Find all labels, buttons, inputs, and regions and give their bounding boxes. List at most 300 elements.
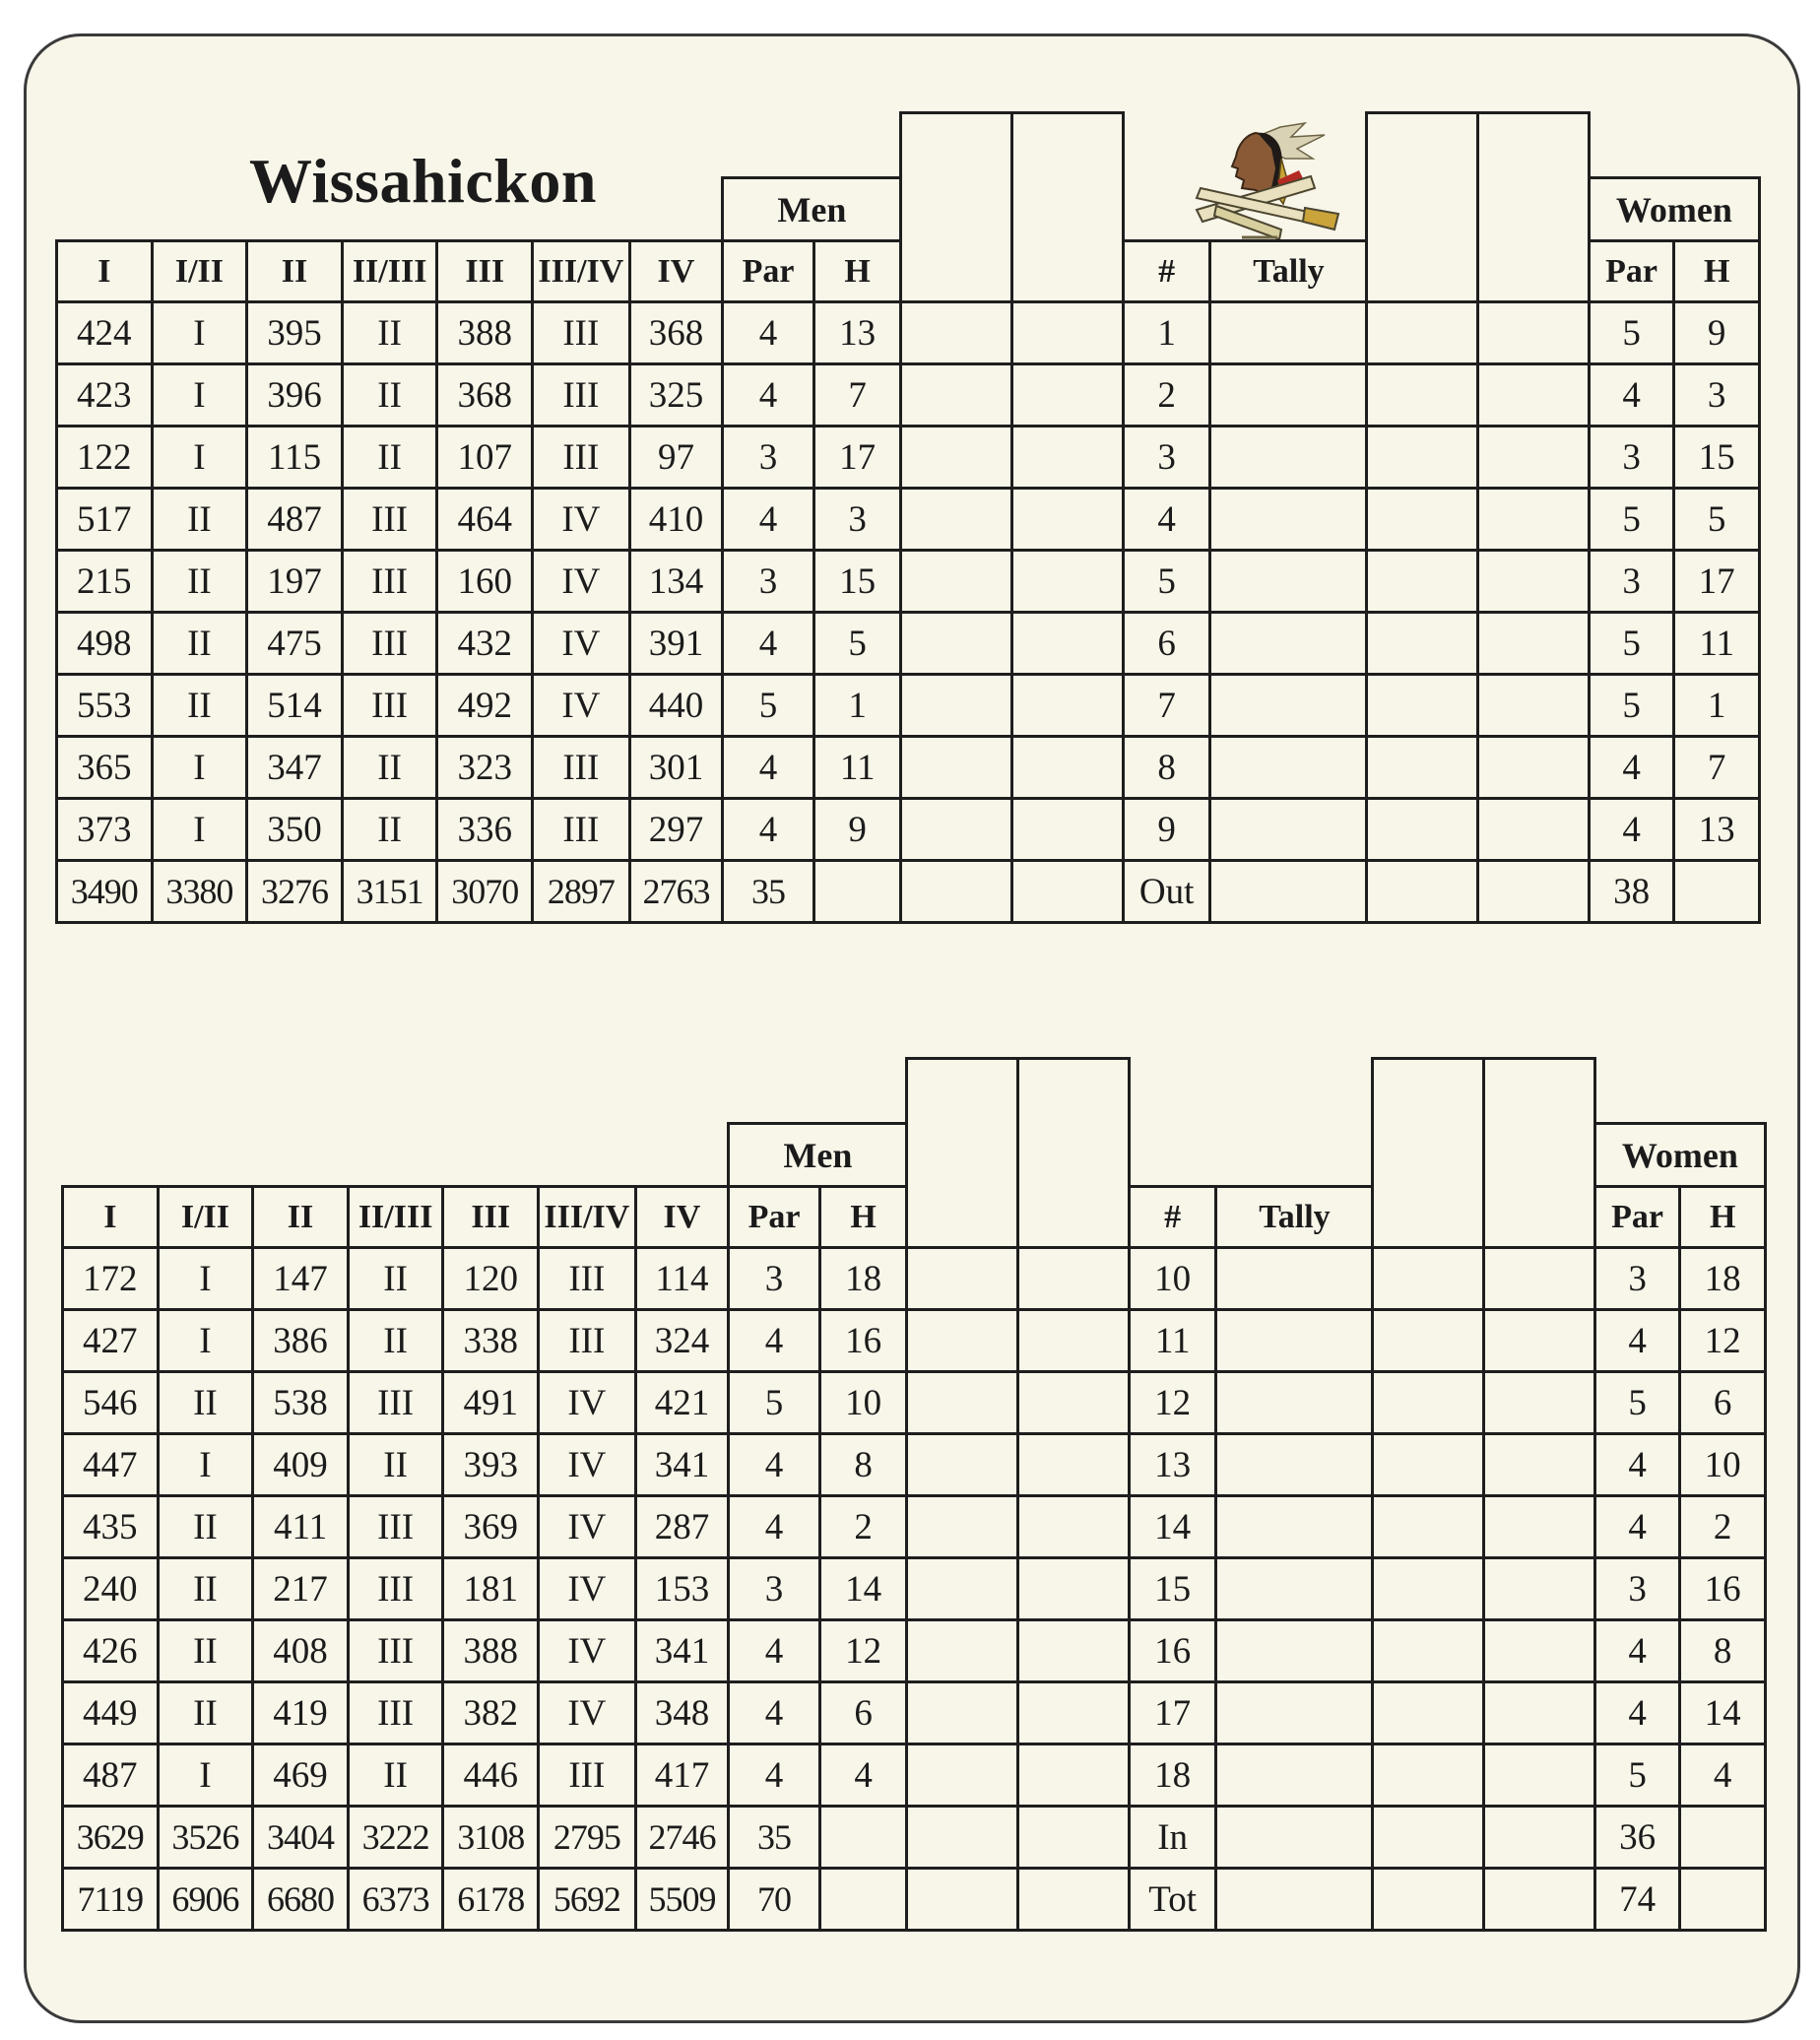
hole-number-cell: 15 — [1129, 1558, 1216, 1620]
men-score-cell[interactable] — [901, 861, 1012, 923]
men-score-cell[interactable] — [1018, 1744, 1130, 1807]
women-score-cell[interactable] — [1478, 737, 1590, 799]
yardage-cell: 487 — [247, 489, 343, 551]
yardage-cell: 3151 — [342, 861, 437, 923]
yardage-cell: 469 — [253, 1744, 349, 1807]
yardage-cell: 350 — [247, 799, 343, 861]
handicap-cell: 5 — [813, 613, 901, 675]
men-score-cell[interactable] — [1018, 1558, 1130, 1620]
women-score-cell[interactable] — [1373, 1434, 1484, 1496]
yardage-cell: III — [533, 799, 630, 861]
hole-row — [57, 737, 1760, 799]
yardage-cell: II — [348, 1744, 443, 1807]
men-score-cell[interactable] — [1012, 675, 1124, 737]
yardage-cell: III — [342, 613, 437, 675]
yardage-cell: IV — [539, 1434, 636, 1496]
yardage-cell: IV — [533, 489, 630, 551]
yardage-cell: II — [342, 364, 437, 427]
men-score-cell[interactable] — [907, 1869, 1018, 1931]
yardage-cell: II — [152, 551, 247, 613]
course-title: Wissahickon — [249, 146, 597, 216]
men-score-cell[interactable] — [1012, 489, 1124, 551]
yardage-cell: IV — [539, 1496, 636, 1558]
women-score-cell[interactable] — [1478, 675, 1590, 737]
women-par-cell: 4 — [1594, 1434, 1680, 1496]
women-handicap-cell: 3 — [1674, 364, 1760, 427]
men-score-cell[interactable] — [1012, 302, 1124, 364]
men-score-cell[interactable] — [907, 1807, 1018, 1869]
women-score-cell[interactable] — [1478, 427, 1590, 489]
col-header: II/III — [348, 1187, 443, 1248]
men-score-cell[interactable] — [1012, 551, 1124, 613]
hole-row — [57, 364, 1760, 427]
men-player-col-2[interactable] — [1012, 113, 1124, 302]
men-score-cell[interactable] — [1012, 613, 1124, 675]
men-score-cell[interactable] — [1018, 1496, 1130, 1558]
women-player-col-2[interactable] — [1484, 1059, 1595, 1248]
men-score-cell[interactable] — [901, 364, 1012, 427]
tally-cell[interactable] — [1210, 364, 1367, 427]
men-score-cell[interactable] — [907, 1434, 1018, 1496]
hole-number-cell: 18 — [1129, 1744, 1216, 1807]
women-par-header: Par — [1589, 241, 1674, 302]
women-handicap-cell — [1674, 861, 1760, 923]
yardage-cell: II — [152, 613, 247, 675]
men-score-cell[interactable] — [1012, 427, 1124, 489]
yardage-cell: III — [348, 1682, 443, 1744]
par-cell: 70 — [729, 1869, 820, 1931]
women-handicap-cell: 16 — [1680, 1558, 1766, 1620]
back-nine-table — [61, 1057, 1767, 1932]
yardage-cell: 546 — [63, 1372, 159, 1434]
men-score-cell[interactable] — [1018, 1434, 1130, 1496]
tally-cell[interactable] — [1210, 613, 1367, 675]
yardage-cell: 417 — [635, 1744, 729, 1807]
yardage-cell: III — [539, 1744, 636, 1807]
yardage-cell: 3222 — [348, 1807, 443, 1869]
par-cell: 35 — [723, 861, 814, 923]
handicap-cell: 10 — [819, 1372, 907, 1434]
hole-row — [57, 675, 1760, 737]
men-score-cell[interactable] — [907, 1310, 1018, 1372]
yardage-cell: 440 — [629, 675, 723, 737]
yardage-cell: 160 — [437, 551, 533, 613]
women-par-cell: 5 — [1594, 1744, 1680, 1807]
women-score-cell[interactable] — [1367, 799, 1478, 861]
women-score-cell[interactable] — [1484, 1682, 1595, 1744]
women-handicap-cell: 6 — [1680, 1372, 1766, 1434]
par-cell: 3 — [729, 1248, 820, 1310]
women-handicap-cell: 15 — [1674, 427, 1760, 489]
yardage-cell: II — [152, 489, 247, 551]
yardage-cell: 3108 — [443, 1807, 539, 1869]
col-header: IV — [635, 1187, 729, 1248]
women-score-cell[interactable] — [1484, 1248, 1595, 1310]
yardage-cell: 395 — [247, 302, 343, 364]
yardage-cell: III — [342, 489, 437, 551]
yardage-cell: 217 — [253, 1558, 349, 1620]
yardage-cell: 336 — [437, 799, 533, 861]
women-score-cell[interactable] — [1478, 551, 1590, 613]
handicap-cell — [819, 1869, 907, 1931]
women-par-cell: 4 — [1594, 1620, 1680, 1682]
yardage-cell: 341 — [635, 1434, 729, 1496]
women-par-cell: 3 — [1594, 1558, 1680, 1620]
men-score-cell[interactable] — [907, 1248, 1018, 1310]
yardage-cell: 172 — [63, 1248, 159, 1310]
yardage-cell: II — [158, 1620, 253, 1682]
women-score-cell[interactable] — [1484, 1620, 1595, 1682]
hole-row — [63, 1310, 1766, 1372]
women-score-cell[interactable] — [1484, 1869, 1595, 1931]
handicap-cell: 12 — [819, 1620, 907, 1682]
yardage-cell: IV — [539, 1620, 636, 1682]
yardage-cell: 301 — [629, 737, 723, 799]
tally-cell[interactable] — [1216, 1682, 1373, 1744]
col-header: Par — [723, 241, 814, 302]
men-score-cell[interactable] — [1018, 1682, 1130, 1744]
women-par-cell: 5 — [1589, 613, 1674, 675]
tally-cell[interactable] — [1210, 489, 1367, 551]
men-score-cell[interactable] — [1018, 1869, 1130, 1931]
men-score-cell[interactable] — [901, 551, 1012, 613]
tally-cell[interactable] — [1216, 1620, 1373, 1682]
col-header: H — [813, 241, 901, 302]
men-score-cell[interactable] — [907, 1558, 1018, 1620]
yardage-cell: 487 — [63, 1744, 159, 1807]
men-score-cell[interactable] — [1012, 861, 1124, 923]
yardage-cell: II — [158, 1496, 253, 1558]
hole-number-cell: 7 — [1123, 675, 1210, 737]
yardage-cell: I — [158, 1744, 253, 1807]
col-header: II — [247, 241, 343, 302]
handicap-cell: 7 — [813, 364, 901, 427]
men-score-cell[interactable] — [901, 737, 1012, 799]
tally-cell[interactable] — [1210, 799, 1367, 861]
men-score-cell[interactable] — [1018, 1310, 1130, 1372]
yardage-cell: 491 — [443, 1372, 539, 1434]
women-score-cell[interactable] — [1367, 489, 1478, 551]
women-score-cell[interactable] — [1373, 1558, 1484, 1620]
yardage-cell: 2897 — [533, 861, 630, 923]
tally-cell[interactable] — [1216, 1310, 1373, 1372]
yardage-cell: 348 — [635, 1682, 729, 1744]
men-score-cell[interactable] — [907, 1496, 1018, 1558]
yardage-cell: 386 — [253, 1310, 349, 1372]
yardage-cell: 464 — [437, 489, 533, 551]
men-score-cell[interactable] — [907, 1620, 1018, 1682]
yardage-cell: 6373 — [348, 1869, 443, 1931]
hole-header: # — [1129, 1187, 1216, 1248]
hole-row — [63, 1496, 1766, 1558]
women-handicap-cell: 10 — [1680, 1434, 1766, 1496]
yardage-cell: II — [348, 1310, 443, 1372]
women-score-cell[interactable] — [1478, 861, 1590, 923]
yardage-cell: 181 — [443, 1558, 539, 1620]
women-par-cell: 5 — [1589, 489, 1674, 551]
women-score-cell[interactable] — [1373, 1248, 1484, 1310]
tally-cell[interactable] — [1210, 551, 1367, 613]
yardage-cell: IV — [539, 1372, 636, 1434]
women-par-cell: 5 — [1589, 675, 1674, 737]
yardage-cell: 6680 — [253, 1869, 349, 1931]
hole-number-cell: 4 — [1123, 489, 1210, 551]
tally-cell[interactable] — [1216, 1372, 1373, 1434]
women-score-cell[interactable] — [1484, 1372, 1595, 1434]
hole-number-cell: Out — [1123, 861, 1210, 923]
women-score-cell[interactable] — [1373, 1744, 1484, 1807]
women-score-cell[interactable] — [1484, 1310, 1595, 1372]
yardage-cell: 368 — [629, 302, 723, 364]
hole-number-cell: Tot — [1129, 1869, 1216, 1931]
yardage-cell: I — [152, 427, 247, 489]
women-score-cell[interactable] — [1367, 613, 1478, 675]
tally-cell[interactable] — [1216, 1869, 1373, 1931]
women-score-cell[interactable] — [1367, 551, 1478, 613]
yardage-cell: 498 — [57, 613, 153, 675]
men-score-cell[interactable] — [901, 489, 1012, 551]
yardage-cell: 323 — [437, 737, 533, 799]
women-player-col-2[interactable] — [1478, 113, 1590, 302]
women-par-cell: 5 — [1594, 1372, 1680, 1434]
men-score-cell[interactable] — [901, 613, 1012, 675]
tally-header: Tally — [1216, 1187, 1373, 1248]
yardage-cell: 122 — [57, 427, 153, 489]
handicap-cell: 6 — [819, 1682, 907, 1744]
women-par-cell: 4 — [1594, 1496, 1680, 1558]
tally-cell[interactable] — [1216, 1807, 1373, 1869]
women-handicap-cell: 17 — [1674, 551, 1760, 613]
hole-number-cell: 9 — [1123, 799, 1210, 861]
men-score-cell[interactable] — [907, 1744, 1018, 1807]
hole-row — [63, 1372, 1766, 1434]
yardage-cell: 2746 — [635, 1807, 729, 1869]
col-header: III — [443, 1187, 539, 1248]
women-par-cell: 3 — [1589, 551, 1674, 613]
yardage-cell: I — [152, 737, 247, 799]
yardage-cell: 435 — [63, 1496, 159, 1558]
yardage-cell: 2795 — [539, 1807, 636, 1869]
hole-row — [63, 1248, 1766, 1310]
women-handicap-cell: 14 — [1680, 1682, 1766, 1744]
women-player-col-1[interactable] — [1367, 113, 1478, 302]
men-score-cell[interactable] — [907, 1682, 1018, 1744]
hole-row — [57, 551, 1760, 613]
col-header: I — [63, 1187, 159, 1248]
women-score-cell[interactable] — [1367, 427, 1478, 489]
yardage-cell: II — [158, 1372, 253, 1434]
par-cell: 4 — [729, 1682, 820, 1744]
men-player-col-1[interactable] — [901, 113, 1012, 302]
yardage-cell: II — [158, 1558, 253, 1620]
tally-cell[interactable] — [1210, 302, 1367, 364]
hole-number-cell: 16 — [1129, 1620, 1216, 1682]
yardage-cell: 388 — [443, 1620, 539, 1682]
men-score-cell[interactable] — [901, 302, 1012, 364]
yardage-cell: 7119 — [63, 1869, 159, 1931]
women-score-cell[interactable] — [1367, 302, 1478, 364]
men-score-cell[interactable] — [901, 427, 1012, 489]
women-score-cell[interactable] — [1367, 861, 1478, 923]
yardage-cell: IV — [539, 1558, 636, 1620]
men-score-cell[interactable] — [1018, 1807, 1130, 1869]
men-score-cell[interactable] — [907, 1372, 1018, 1434]
col-header: II/III — [342, 241, 437, 302]
col-header: II — [253, 1187, 349, 1248]
handicap-cell: 18 — [819, 1248, 907, 1310]
hole-number-cell: 1 — [1123, 302, 1210, 364]
yardage-cell: II — [342, 799, 437, 861]
yardage-cell: 432 — [437, 613, 533, 675]
men-score-cell[interactable] — [1012, 364, 1124, 427]
women-handicap-cell: 13 — [1674, 799, 1760, 861]
handicap-cell: 1 — [813, 675, 901, 737]
col-header: I/II — [158, 1187, 253, 1248]
yardage-cell: 514 — [247, 675, 343, 737]
women-handicap-cell: 5 — [1674, 489, 1760, 551]
women-par-header: Par — [1594, 1187, 1680, 1248]
women-player-col-1[interactable] — [1373, 1059, 1484, 1248]
yardage-cell: 423 — [57, 364, 153, 427]
women-handicap-cell: 2 — [1680, 1496, 1766, 1558]
yardage-cell: 107 — [437, 427, 533, 489]
par-cell: 5 — [729, 1372, 820, 1434]
tally-cell[interactable] — [1210, 861, 1367, 923]
front-nine-table — [55, 111, 1761, 924]
women-score-cell[interactable] — [1478, 613, 1590, 675]
tally-cell[interactable] — [1210, 675, 1367, 737]
women-handicap-cell: 12 — [1680, 1310, 1766, 1372]
totals-row — [63, 1807, 1766, 1869]
col-header: III/IV — [539, 1187, 636, 1248]
yardage-cell: III — [342, 675, 437, 737]
yardage-cell: 388 — [437, 302, 533, 364]
women-score-cell[interactable] — [1367, 675, 1478, 737]
yardage-cell: 419 — [253, 1682, 349, 1744]
men-score-cell[interactable] — [1018, 1620, 1130, 1682]
women-handicap-cell: 7 — [1674, 737, 1760, 799]
yardage-cell: 410 — [629, 489, 723, 551]
tally-cell[interactable] — [1216, 1744, 1373, 1807]
hole-number-cell: 2 — [1123, 364, 1210, 427]
women-score-cell[interactable] — [1373, 1807, 1484, 1869]
tally-cell[interactable] — [1210, 737, 1367, 799]
yardage-cell: 393 — [443, 1434, 539, 1496]
women-handicap-cell: 8 — [1680, 1620, 1766, 1682]
yardage-cell: I — [158, 1248, 253, 1310]
men-score-cell[interactable] — [1012, 799, 1124, 861]
yardage-cell: 347 — [247, 737, 343, 799]
women-score-cell[interactable] — [1373, 1310, 1484, 1372]
yardage-cell: 114 — [635, 1248, 729, 1310]
women-handicap-cell — [1680, 1869, 1766, 1931]
women-score-cell[interactable] — [1373, 1372, 1484, 1434]
women-par-cell: 3 — [1589, 427, 1674, 489]
yardage-cell: III — [348, 1496, 443, 1558]
women-par-cell: 38 — [1589, 861, 1674, 923]
yardage-cell: 120 — [443, 1248, 539, 1310]
tally-cell[interactable] — [1216, 1434, 1373, 1496]
men-score-cell[interactable] — [1018, 1248, 1130, 1310]
women-score-cell[interactable] — [1367, 364, 1478, 427]
yardage-cell: 391 — [629, 613, 723, 675]
yardage-cell: 475 — [247, 613, 343, 675]
yardage-cell: 369 — [443, 1496, 539, 1558]
women-par-cell: 4 — [1594, 1682, 1680, 1744]
women-handicap-cell — [1680, 1807, 1766, 1869]
par-cell: 3 — [723, 551, 814, 613]
hole-row — [63, 1434, 1766, 1496]
yardage-cell: IV — [539, 1682, 636, 1744]
yardage-cell: II — [158, 1682, 253, 1744]
handicap-cell: 4 — [819, 1744, 907, 1807]
women-par-cell: 5 — [1589, 302, 1674, 364]
women-score-cell[interactable] — [1484, 1807, 1595, 1869]
women-score-cell[interactable] — [1478, 302, 1590, 364]
men-player-col-2[interactable] — [1018, 1059, 1130, 1248]
women-score-cell[interactable] — [1478, 799, 1590, 861]
women-par-cell: 4 — [1589, 799, 1674, 861]
women-score-cell[interactable] — [1484, 1558, 1595, 1620]
handicap-cell: 3 — [813, 489, 901, 551]
tally-cell[interactable] — [1210, 427, 1367, 489]
handicap-cell: 13 — [813, 302, 901, 364]
women-score-cell[interactable] — [1373, 1869, 1484, 1931]
hole-number-cell: 10 — [1129, 1248, 1216, 1310]
tally-cell[interactable] — [1216, 1496, 1373, 1558]
men-player-col-1[interactable] — [907, 1059, 1018, 1248]
women-handicap-cell: 4 — [1680, 1744, 1766, 1807]
yardage-cell: 147 — [253, 1248, 349, 1310]
men-score-cell[interactable] — [1018, 1372, 1130, 1434]
handicap-cell: 16 — [819, 1310, 907, 1372]
col-header: III — [437, 241, 533, 302]
yardage-cell: 449 — [63, 1682, 159, 1744]
par-cell: 4 — [729, 1744, 820, 1807]
yardage-cell: 2763 — [629, 861, 723, 923]
yardage-cell: III — [533, 302, 630, 364]
women-par-cell: 4 — [1589, 364, 1674, 427]
men-score-cell[interactable] — [1012, 737, 1124, 799]
men-score-cell[interactable] — [901, 799, 1012, 861]
handicap-cell: 17 — [813, 427, 901, 489]
women-score-cell[interactable] — [1478, 489, 1590, 551]
tally-cell[interactable] — [1216, 1248, 1373, 1310]
par-cell: 4 — [729, 1496, 820, 1558]
women-score-cell[interactable] — [1373, 1682, 1484, 1744]
yardage-cell: 215 — [57, 551, 153, 613]
yardage-cell: 538 — [253, 1372, 349, 1434]
women-score-cell[interactable] — [1373, 1496, 1484, 1558]
col-header: I — [57, 241, 153, 302]
women-score-cell[interactable] — [1478, 364, 1590, 427]
women-score-cell[interactable] — [1367, 737, 1478, 799]
tally-cell[interactable] — [1216, 1558, 1373, 1620]
men-header: Men — [723, 178, 901, 241]
par-cell: 35 — [729, 1807, 820, 1869]
women-score-cell[interactable] — [1373, 1620, 1484, 1682]
women-score-cell[interactable] — [1484, 1496, 1595, 1558]
women-par-cell: 4 — [1589, 737, 1674, 799]
women-score-cell[interactable] — [1484, 1744, 1595, 1807]
women-score-cell[interactable] — [1484, 1434, 1595, 1496]
par-cell: 4 — [723, 489, 814, 551]
yardage-cell: IV — [533, 613, 630, 675]
men-score-cell[interactable] — [901, 675, 1012, 737]
women-par-cell: 4 — [1594, 1310, 1680, 1372]
handicap-cell: 8 — [819, 1434, 907, 1496]
women-header: Women — [1589, 178, 1759, 241]
